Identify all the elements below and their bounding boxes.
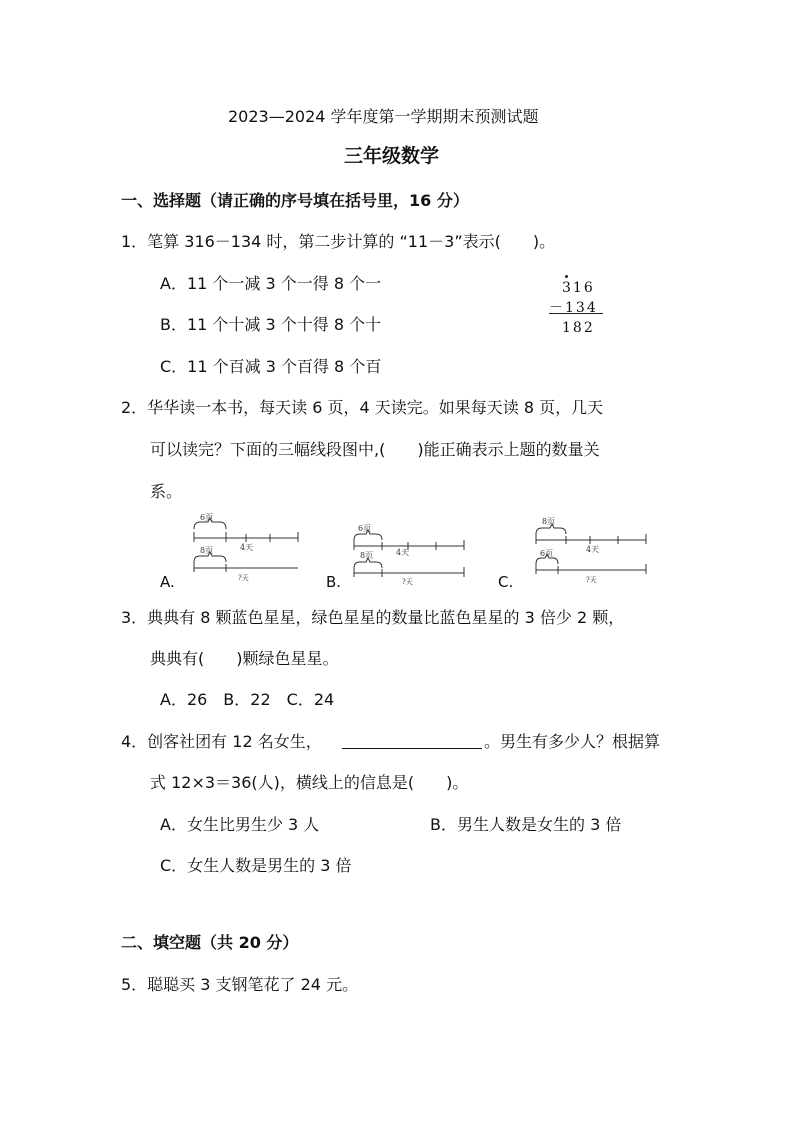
question-1-stem: 1．笔算 316－134 时，第二步计算的 “11－3”表示( )。 <box>121 232 556 251</box>
diagram-c-mid-label: 4天 <box>586 545 600 554</box>
diagram-b-mid-label: 4天 <box>396 548 410 557</box>
diagram-b-question-label: ?天 <box>402 578 413 586</box>
diagram-c-top-label: 8页 <box>542 517 556 526</box>
question-2-line-3: 系。 <box>150 482 183 501</box>
diagram-c-bottom-label: 6页 <box>540 549 554 558</box>
calc-minuend: 316 <box>562 280 595 296</box>
exam-subtitle: 三年级数学 <box>344 145 440 167</box>
question-3-line-1: 3．典典有 8 颗蓝色星星，绿色星星的数量比蓝色星星的 3 倍少 2 颗， <box>121 608 625 627</box>
question-1-option-b: B．11 个十减 3 个十得 8 个十 <box>160 315 382 334</box>
diagram-b-top-label: 6页 <box>358 524 372 533</box>
question-3-options: A．26 B．22 C．24 <box>160 690 335 709</box>
question-3-line-2: 典典有( )颗绿色星星。 <box>150 649 339 668</box>
line-diagram-b <box>346 520 471 590</box>
line-diagram-a <box>186 512 306 587</box>
diagram-c-letter: C. <box>498 573 514 591</box>
diagram-a-top-label: 6页 <box>200 513 214 522</box>
question-1-option-c: C．11 个百减 3 个百得 8 个百 <box>160 357 382 376</box>
borrow-dot <box>565 275 568 278</box>
question-5-stem: 5．聪聪买 3 支钢笔花了 24 元。 <box>121 975 359 994</box>
question-4-line-1b: 。男生有多少人？根据算 <box>484 732 661 751</box>
diagram-a-letter: A. <box>160 573 175 591</box>
question-4-option-b: B．男生人数是女生的 3 倍 <box>430 815 622 834</box>
column-subtraction <box>545 278 605 342</box>
question-4-line-2: 式 12×3＝36(人)，横线上的信息是( )。 <box>150 773 469 792</box>
question-4-option-a: A．女生比男生少 3 人 <box>160 815 320 834</box>
calc-difference: 182 <box>562 320 595 336</box>
question-4-line-1a: 4．创客社团有 12 名女生， <box>121 732 322 751</box>
exam-title: 2023—2024 学年度第一学期期末预测试题 <box>228 107 539 126</box>
diagram-a-bottom-label: 8页 <box>200 546 214 555</box>
line-diagram-c <box>528 512 653 587</box>
answer-blank-line <box>342 748 482 749</box>
diagram-b-bottom-label: 8页 <box>360 551 374 560</box>
question-2-line-2: 可以读完？下面的三幅线段图中,( )能正确表示上题的数量关 <box>150 440 600 459</box>
diagram-a-question-label: ?天 <box>238 574 249 582</box>
section-heading-choice: 一、选择题（请正确的序号填在括号里，16 分） <box>121 191 469 210</box>
diagram-c-question-label: ?天 <box>586 576 597 584</box>
calc-rule <box>549 313 603 314</box>
section-heading-fill: 二、填空题（共 20 分） <box>121 933 299 952</box>
question-4-option-c: C．女生人数是男生的 3 倍 <box>160 856 352 875</box>
question-1-option-a: A．11 个一减 3 个一得 8 个一 <box>160 274 382 293</box>
diagram-b-letter: B. <box>326 573 342 591</box>
diagram-a-mid-label: 4天 <box>240 543 254 552</box>
calc-subtrahend: －134 <box>549 300 598 316</box>
question-2-line-1: 2．华华读一本书，每天读 6 页，4 天读完。如果每天读 8 页，几天 <box>121 398 604 417</box>
